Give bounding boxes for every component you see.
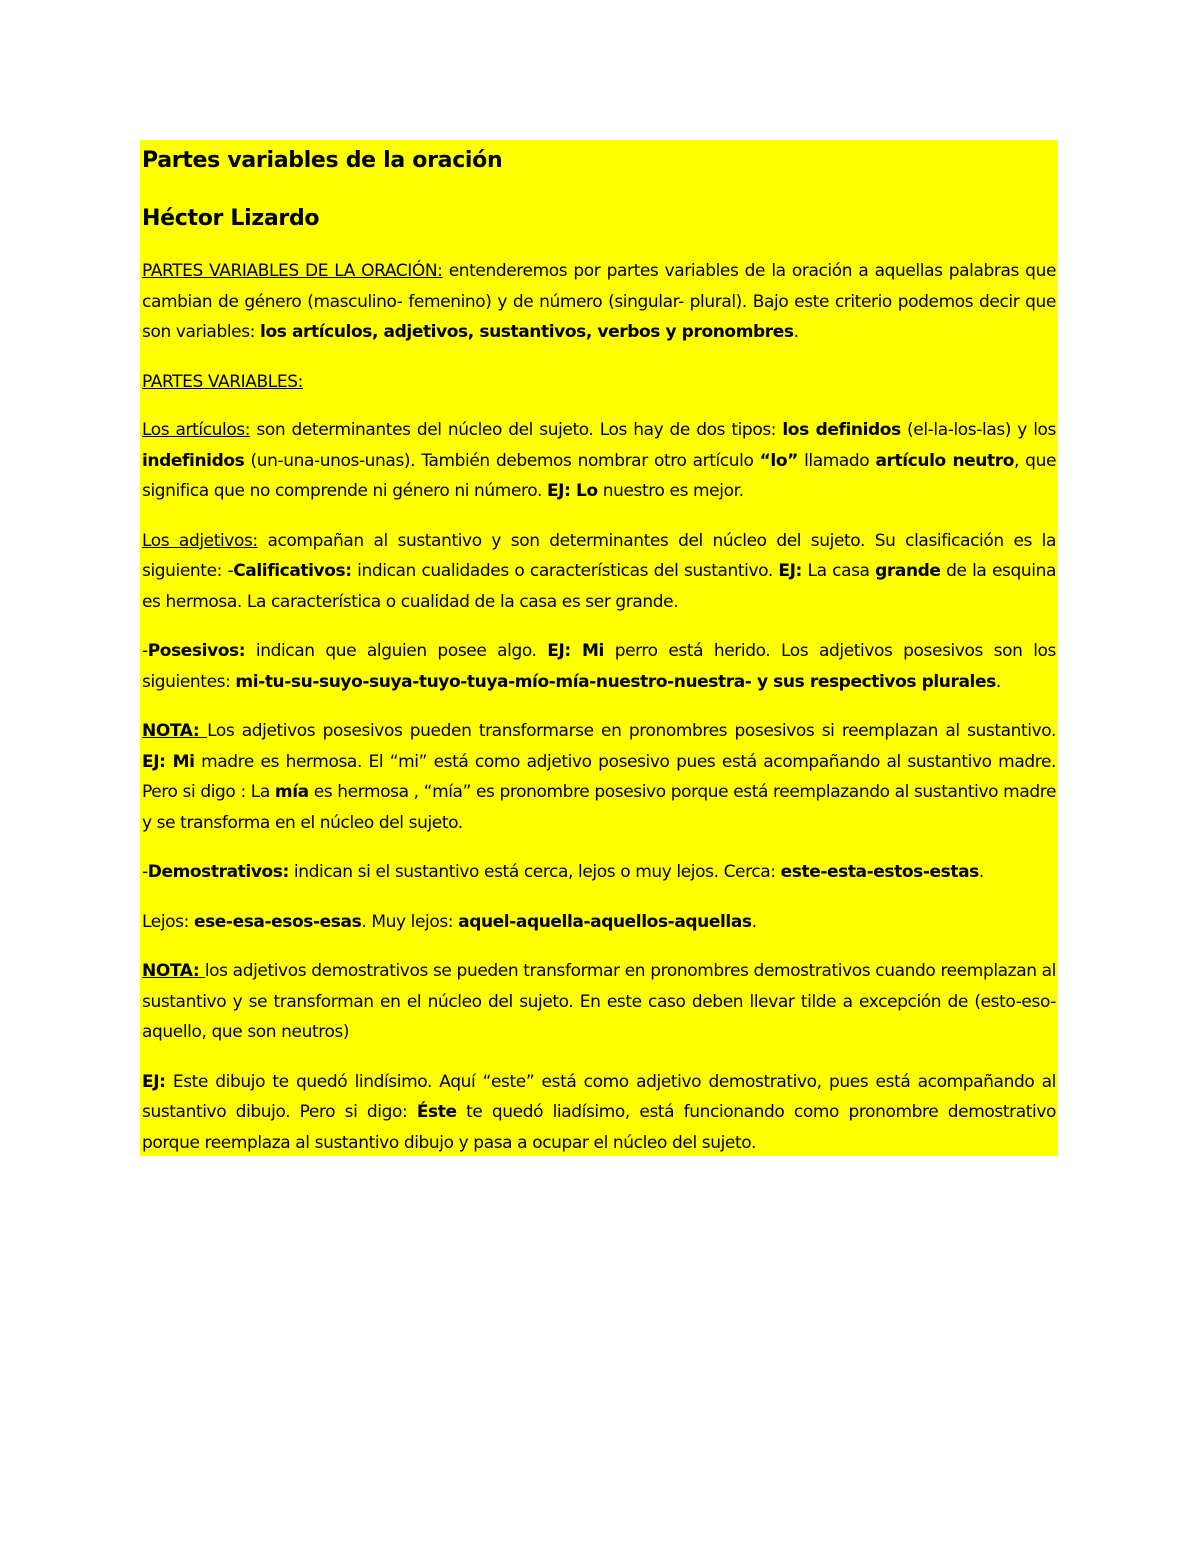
posesivos-text-2: perro está herido. Los adjetivos posesivos son los siguientes:: [142, 641, 1057, 692]
nota-1-label: NOTA:: [142, 721, 208, 741]
intro-paragraph: [142, 256, 1056, 348]
articulos-text-4: llamado: [797, 450, 876, 471]
posesivos-bold-3: mi-tu-su-suyo-suya-tuyo-tuya-mío-mía-nuestro-nuestra- y sus respectivos plurales: [235, 671, 996, 692]
lejos-bold-1: ese-esa-esos-esas: [193, 911, 362, 932]
demostrativos-bold-2: este-esta-estos-estas: [780, 862, 979, 882]
lejos-bold-2: aquel-aquella-aquellos-aquellas: [458, 911, 752, 932]
nota-1-text-2: madre es hermosa. El “mi” está como adjetivo posesivo pues está acompañando al sustantivo madre. Pero si digo : La: [142, 751, 1057, 802]
posesivos-text-1: indican que alguien posee algo.: [245, 641, 548, 661]
articulos-text-3: (un-una-unos-unas). También debemos nombrar otro artículo: [244, 450, 760, 471]
lejos-text-2: . Muy lejos:: [361, 911, 459, 932]
section-heading-text: PARTES VARIABLES:: [142, 371, 303, 392]
intro-end: .: [793, 322, 799, 342]
intro-label: PARTES VARIABLES DE LA ORACIÓN:: [142, 261, 443, 281]
articulos-label: Los artículos:: [142, 420, 251, 440]
nota-2-text-1: los adjetivos demostrativos se pueden transformar en pronombres demostrativos cuando reemplazan al sustantivo y se transforman en el núcleo del sujeto. En este caso deben llevar tilde a excepción de (esto-eso-aquello, que son neutros): [142, 961, 1056, 1042]
articulos-bold-1: los definidos: [782, 420, 901, 440]
adjetivos-paragraph: [142, 526, 1056, 618]
nota-1-bold-1: EJ: Mi: [142, 751, 195, 772]
articulos-text-5: , que significa que no comprende ni género ni número.: [142, 450, 1056, 501]
ejemplo-text-2: te quedó liadísimo, está funcionando como pronombre demostrativo porque reemplaza al sustantivo dibujo y pasa a ocupar el núcleo del sujeto.: [142, 1102, 1056, 1153]
adjetivos-text-4: de la esquina es hermosa. La característica o cualidad de la casa es ser grande.: [142, 561, 1056, 612]
nota-1-paragraph: [142, 716, 1056, 838]
adjetivos-text-2: indican cualidades o características del sustantivo.: [351, 561, 779, 581]
demostrativos-text-2: .: [978, 862, 984, 882]
articulos-paragraph: [142, 415, 1056, 507]
demostrativos-dash: -: [142, 862, 148, 882]
ejemplo-text-1: Este dibujo te quedó lindísimo. Aquí “este” está como adjetivo demostrativo, pues está acompañando al sustantivo dibujo. Pero si digo:: [142, 1071, 1056, 1122]
nota-1-bold-2: mía: [274, 782, 309, 802]
section-heading: [142, 367, 1056, 398]
nota-2-label: NOTA:: [142, 961, 205, 981]
articulos-bold-4: artículo neutro: [875, 450, 1014, 471]
nota-1-text-3: es hermosa , “mía” es pronombre posesivo porque está reemplazando al sustantivo madre y se transforma en el núcleo del sujeto.: [142, 782, 1057, 833]
ejemplo-paragraph: [142, 1067, 1056, 1159]
ejemplo-bold-1: EJ:: [142, 1071, 166, 1092]
lejos-text-1: Lejos:: [142, 911, 194, 932]
lejos-paragraph: [142, 907, 1056, 938]
ejemplo-bold-2: Éste: [416, 1102, 457, 1122]
adjetivos-bold-3: grande: [875, 561, 941, 581]
articulos-bold-5: EJ: Lo: [546, 481, 598, 501]
demostrativos-bold-1: Demostrativos:: [147, 862, 289, 882]
nota-2-paragraph: [142, 956, 1056, 1048]
articulos-text-1: son determinantes del núcleo del sujeto. Los hay de dos tipos:: [250, 420, 783, 440]
posesivos-text-3: .: [995, 671, 1001, 692]
posesivos-paragraph: [142, 636, 1056, 697]
adjetivos-bold-1: Calificativos:: [233, 561, 352, 581]
nota-1-text-1: Los adjetivos posesivos pueden transformarse en pronombres posesivos si reemplazan al sustantivo.: [207, 721, 1056, 741]
articulos-text-2: (el-la-los-las) y los: [900, 420, 1056, 440]
document-author: Héctor Lizardo: [142, 206, 320, 231]
intro-list: los artículos, adjetivos, sustantivos, verbos y pronombres: [260, 322, 794, 342]
adjetivos-text-3: La casa: [801, 561, 876, 581]
articulos-text-6: nuestro es mejor.: [597, 481, 744, 501]
adjetivos-label: Los adjetivos:: [142, 530, 258, 551]
articulos-bold-3: “lo”: [759, 450, 798, 471]
adjetivos-bold-2: EJ:: [778, 561, 802, 581]
demostrativos-paragraph: [142, 857, 1056, 888]
lejos-text-3: .: [751, 911, 757, 932]
adjetivos-text-1: acompañan al sustantivo y son determinantes del núcleo del sujeto. Su clasificación es la siguiente: -: [142, 530, 1057, 581]
document-title: Partes variables de la oración: [142, 148, 503, 173]
intro-text: entenderemos por partes variables de la oración a aquellas palabras que cambian de género (masculino- femenino) y de número (singular- plural). Bajo este criterio podemos decir que son variables:: [142, 261, 1056, 342]
posesivos-bold-2: EJ: Mi: [547, 641, 604, 661]
demostrativos-text-1: indican si el sustantivo está cerca, lejos o muy lejos. Cerca:: [288, 862, 781, 882]
posesivos-bold-1: Posesivos:: [147, 641, 246, 661]
document-body: [142, 142, 1056, 1177]
posesivos-dash: -: [142, 641, 148, 661]
articulos-bold-2: indefinidos: [142, 450, 245, 471]
